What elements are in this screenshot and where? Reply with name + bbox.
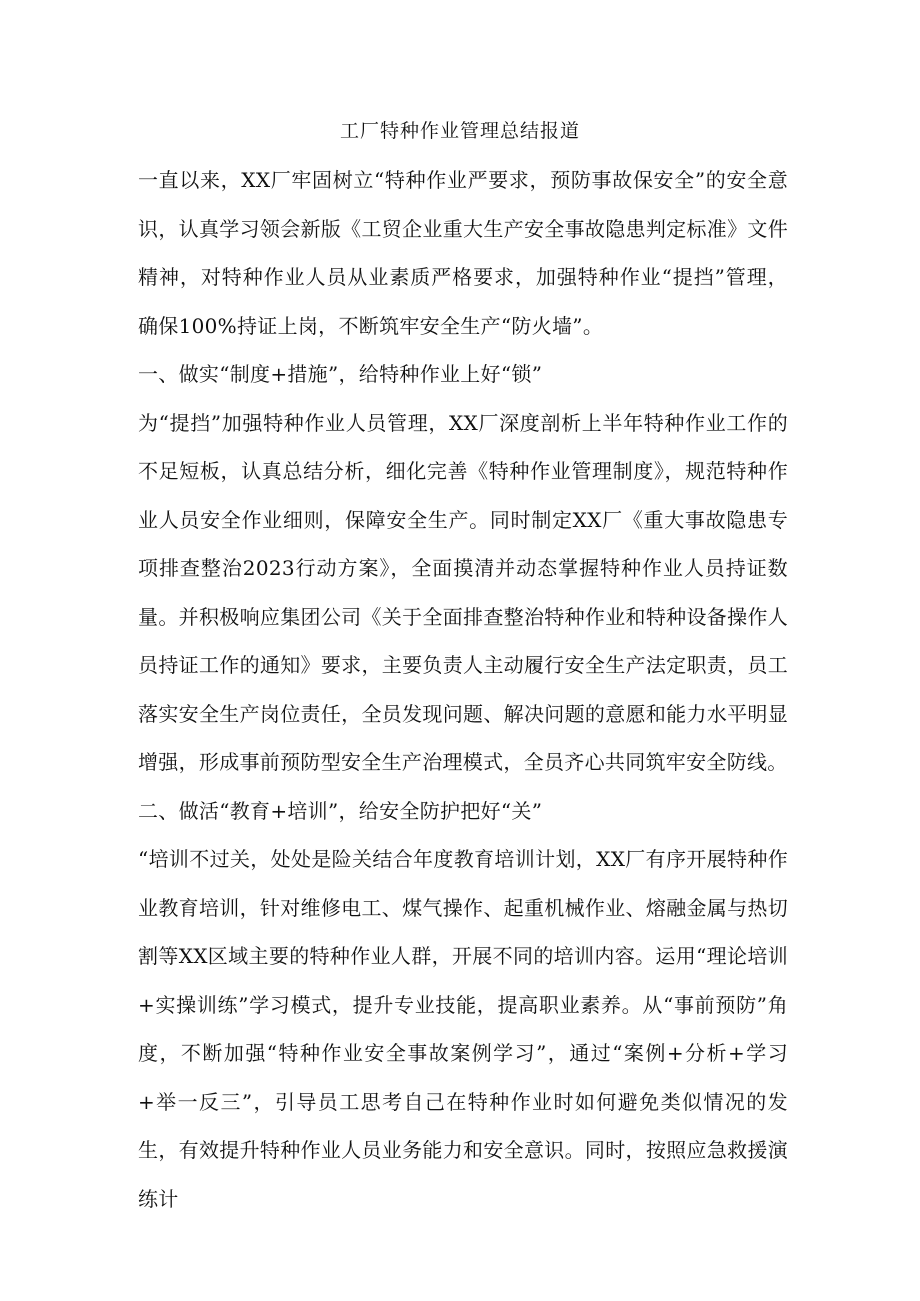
section-heading-2: 二、做活“教育+培训”，给安全防护把好“关” [138, 798, 543, 823]
section-1-paragraph: 为“提挡”加强特种作业人员管理，XX厂深度剖析上半年特种作业工作的不足短板，认真总结分析，细化完善《特种作业管理制度》，规范特种作业人员安全作业细则，保障安全生产。同时制定XX厂《重大事故隐患专项排查整治2023行动方案》，全面摸清并动态掌握特种作业人员持证数量。并积极响应集团公司《关于全面排查整治特种作业和特种设备操作人员持证工作的通知》要求，主要负责人主动履行安全生产法定职责，员工落实安全生产岗位责任，全员发现问题、解决问题的意愿和能力水平明显增强，形成事前预防型安全生产治理模式，全员齐心共同筑牢安全防线。 [138, 410, 788, 774]
intro-paragraph: 一直以来，XX厂牢固树立“特种作业严要求，预防事故保安全”的安全意识，认真学习领会新版《工贸企业重大生产安全事故隐患判定标准》文件精神，对特种作业人员从业素质严格要求，加强特种作业“提挡”管理，确保100%持证上岗，不断筑牢安全生产“防火墙”。 [138, 168, 788, 338]
section-2-paragraph: “培训不过关，处处是险关结合年度教育培训计划，XX厂有序开展特种作业教育培训，针对维修电工、煤气操作、起重机械作业、熔融金属与热切割等XX区域主要的特种作业人群，开展不同的培训内容。运用“理论培训+实操训练”学习模式，提升专业技能，提高职业素养。从“事前预防”角度，不断加强“特种作业安全事故案例学习”，通过“案例+分析+学习+举一反三”，引导员工思考自己在特种作业时如何避免类似情况的发生，有效提升特种作业人员业务能力和安全意识。同时，按照应急救援演练计 [138, 847, 788, 1211]
document-title: 工厂特种作业管理总结报道 [339, 120, 580, 142]
section-heading-1: 一、做实“制度+措施”，给特种作业上好“锁” [138, 362, 543, 386]
document-body [138, 156, 788, 1223]
